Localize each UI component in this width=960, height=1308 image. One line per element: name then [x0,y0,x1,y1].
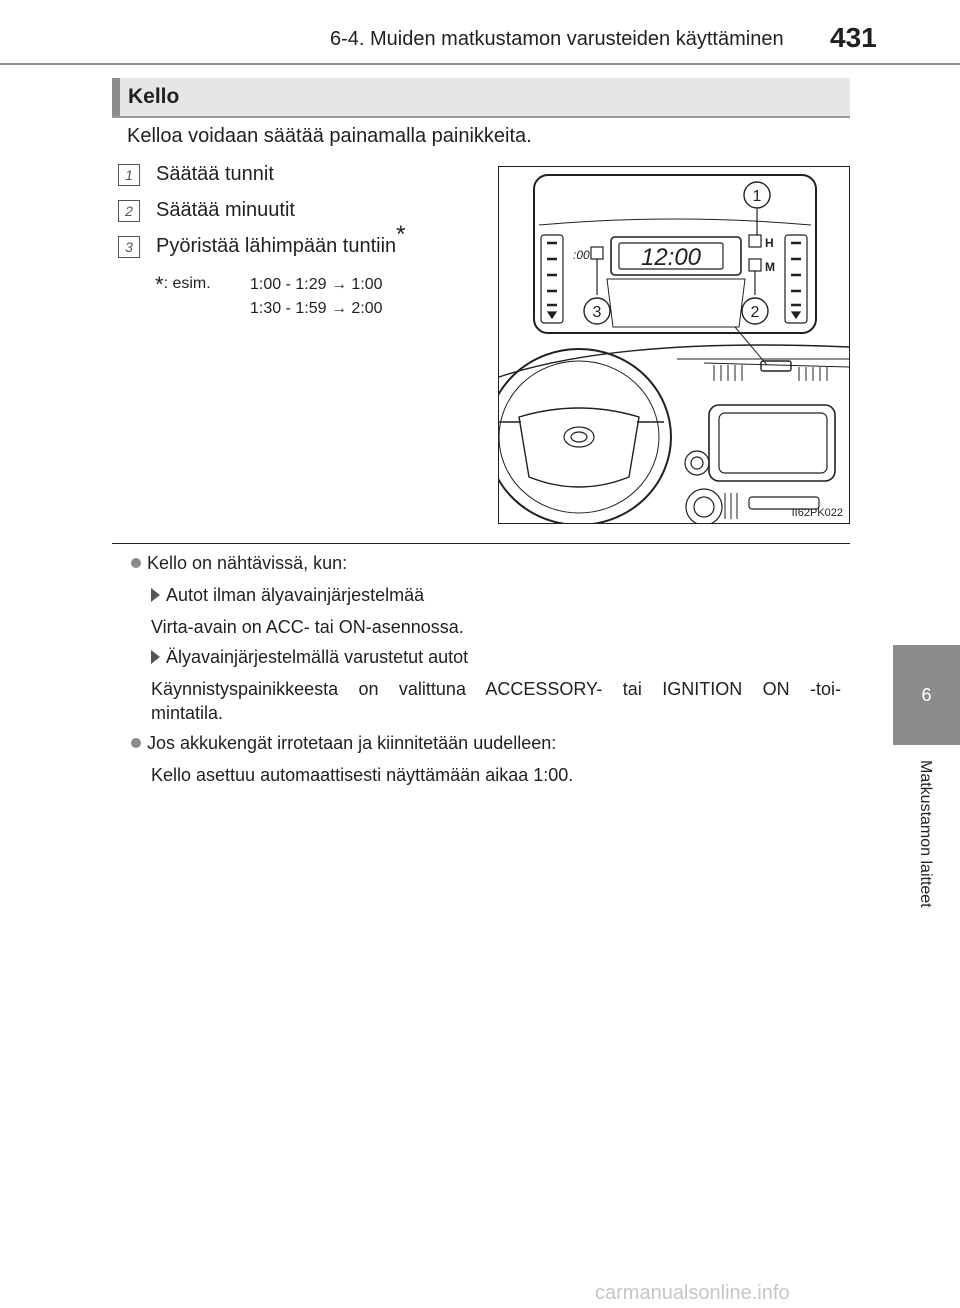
intro-text: Kelloa voidaan säätää painamalla painikkeita. [127,125,532,147]
clock-illustration-svg [499,167,849,523]
chapter-number: 6 [921,685,932,705]
footnote-row [250,276,383,294]
arrow-icon: → [330,300,347,317]
figure-code: II62PK022 [791,507,843,519]
body-text: Kello asettuu automaattisesti näyttämään aikaa 1:00. [151,765,574,785]
footnote-range: 1:30 - 1:59 [250,300,327,317]
clock-illustration [498,166,850,524]
body-text: mintatila. [151,703,224,723]
body-text: Käynnistyspainikkeesta on valittuna ACCESSORY- tai IGNITION ON -toi- [151,679,841,699]
bullet-dot-icon [131,738,141,748]
step-number: 3 [118,236,140,258]
sub-heading-text: Autot ilman älyavainjärjestelmää [166,585,425,605]
lcd-small: :00 [573,248,590,262]
bullet-item [131,553,347,574]
sub-heading [151,585,424,606]
triangle-right-icon [151,650,160,664]
footnote-range: 1:00 - 1:29 [250,276,327,293]
bullet-item [131,733,556,754]
step-number: 1 [118,164,140,186]
chapter-label-text: Matkustamon laitteet [917,760,934,908]
footnote-row [250,300,383,318]
step-label: Säätää tunnit [156,163,274,186]
step-label: Säätää minuutit [156,199,295,222]
watermark: carmanualsonline.info [595,1282,790,1304]
footnote-result: 2:00 [351,300,383,317]
section-stripe [112,78,120,116]
hour-button-label: H [765,236,774,250]
step-item [118,221,406,258]
chapter-tab [893,645,960,745]
page-number: 431 [830,22,877,53]
bullet-dot-icon [131,558,141,568]
section-title-bar [112,78,850,118]
callout-3: 3 [592,304,602,321]
running-header: 6-4. Muiden matkustamon varusteiden käyttäminen [330,28,784,50]
section-divider [112,543,850,544]
body-text: Virta-avain on ACC- tai ON-asennossa. [151,617,464,637]
triangle-right-icon [151,588,160,602]
sub-heading [151,647,468,668]
header-rule [0,63,960,65]
footnote-result: 1:00 [351,276,383,293]
minute-button-label: M [765,260,775,274]
chapter-label [916,760,940,940]
callout-2: 2 [750,304,760,321]
footnote-star: * [155,272,164,297]
bullet-text: Kello on nähtävissä, kun: [147,553,348,573]
footnote-prefix: : esim. [163,275,211,292]
callout-1: 1 [752,188,762,205]
step-item [118,163,274,186]
sub-heading-text: Älyavainjärjestelmällä varustetut autot [166,647,469,667]
section-title: Kello [128,85,180,108]
arrow-icon: → [330,276,347,293]
step-number: 2 [118,200,140,222]
step-item [118,199,295,222]
step-label: Pyöristää lähimpään tuntiin [156,235,397,258]
footnote [155,268,211,297]
lcd-time: 12:00 [640,244,702,271]
bullet-text: Jos akkukengät irrotetaan ja kiinnitetään uudelleen: [147,733,557,753]
footnote-mark: * [396,221,406,249]
